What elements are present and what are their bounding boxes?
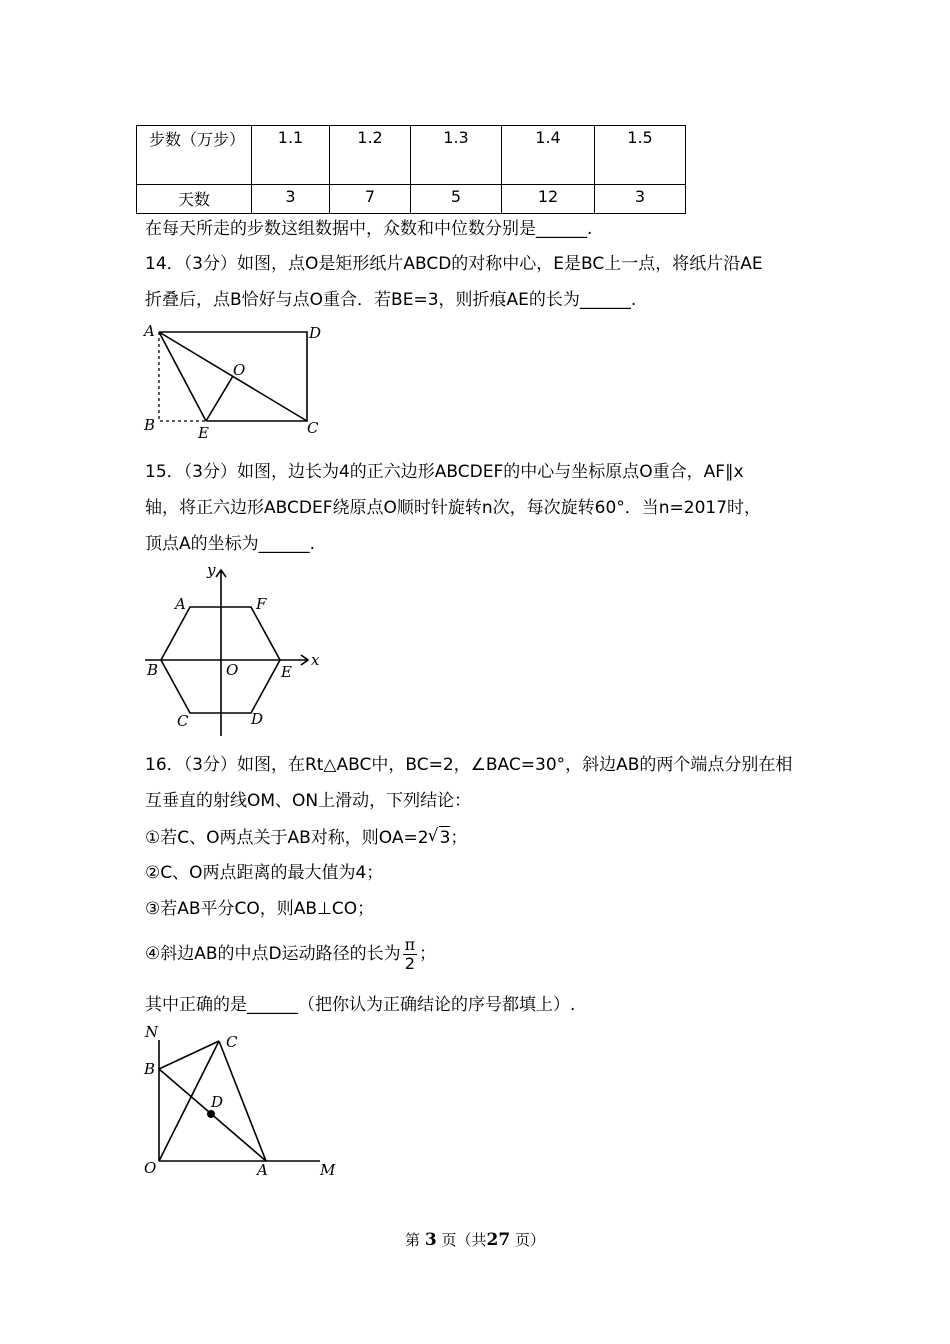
steps-table <box>136 125 686 214</box>
table-cell: 1.3 <box>411 126 502 185</box>
sqrt-symbol: √ 3 <box>439 826 451 849</box>
label-A: A <box>257 1161 268 1179</box>
label-C: C <box>226 1033 238 1051</box>
label-D: D <box>211 1093 224 1111</box>
q16-conclusion-2: ②C、O两点距离的最大值为4； <box>145 863 384 883</box>
table-cell-label: 天数 <box>137 185 252 214</box>
table-cell: 1.1 <box>252 126 330 185</box>
label-B: B <box>147 661 159 679</box>
label-O: O <box>144 1159 157 1177</box>
q16-conclusion-4: ④斜边AB的中点D运动路径的长为 $\frac{\pi}{2}$ ； <box>145 934 437 973</box>
label-A: A <box>175 595 186 613</box>
label-D: D <box>309 324 322 342</box>
q15-hexagon-figure <box>140 560 330 740</box>
q16-text-line2: 互垂直的射线OM、ON上滑动，下列结论： <box>145 791 472 811</box>
label-O: O <box>226 661 239 679</box>
label-B: B <box>144 1060 156 1078</box>
label-N: N <box>145 1023 159 1041</box>
q14-rectangle-figure <box>140 320 330 445</box>
label-y: y <box>207 561 216 579</box>
table-row <box>137 185 686 214</box>
q16-conclusion-3: ③若AB平分CO，则AB⊥CO； <box>145 899 375 919</box>
table-cell: 5 <box>411 185 502 214</box>
label-E: E <box>198 424 209 442</box>
table-cell: 1.2 <box>330 126 411 185</box>
table-cell-label: 步数（万步） <box>137 126 252 185</box>
fraction-pi-over-2: $\frac{\pi}{2}$ <box>404 934 416 973</box>
table-cell: 12 <box>502 185 595 214</box>
q16-triangle-figure <box>140 1022 350 1182</box>
table-cell: 1.5 <box>595 126 686 185</box>
label-M: M <box>320 1161 336 1179</box>
label-A: A <box>144 322 155 340</box>
q16-text-line1: 16．（3分）如图，在Rt△ABC中，BC=2，∠BAC=30°，斜边AB的两个端点分别在相 <box>145 755 793 775</box>
label-F: F <box>256 595 267 613</box>
q14-text-line1: 14．（3分）如图，点O是矩形纸片ABCD的对称中心，E是BC上一点，将纸片沿AE <box>145 254 763 274</box>
page-total: 27 <box>486 1230 511 1250</box>
table-cell: 3 <box>595 185 686 214</box>
label-B: B <box>144 416 156 434</box>
q15-text-line1: 15．（3分）如图，边长为4的正六边形ABCDEF的中心与坐标原点O重合，AF∥x <box>145 462 744 482</box>
q16-conclusion-1: ①若C、O两点关于AB对称，则OA=2√ 3； <box>145 826 467 849</box>
table-cell: 1.4 <box>502 126 595 185</box>
q15-text-line3: 顶点A的坐标为______. <box>145 534 316 554</box>
q16-text-tail: 其中正确的是______（把你认为正确结论的序号都填上）. <box>145 995 576 1015</box>
label-D: D <box>251 710 264 728</box>
label-O: O <box>233 361 246 379</box>
page-number: 3 <box>424 1230 437 1250</box>
label-x: x <box>311 651 320 669</box>
midpoint-D-dot <box>207 1110 215 1118</box>
page-footer: 第 3 页（共27 页） <box>405 1230 545 1250</box>
table-cell: 3 <box>252 185 330 214</box>
q14-text-line2: 折叠后，点B恰好与点O重合．若BE=3，则折痕AE的长为______. <box>145 290 637 310</box>
label-C: C <box>307 419 319 437</box>
table-cell: 7 <box>330 185 411 214</box>
q15-text-line2: 轴，将正六边形ABCDEF绕原点O顺时针旋转n次，每次旋转60°．当n=2017时， <box>145 498 762 518</box>
table-row <box>137 126 686 185</box>
q13-text: 在每天所走的步数这组数据中，众数和中位数分别是______. <box>145 219 593 239</box>
label-C: C <box>177 712 189 730</box>
label-E: E <box>281 663 292 681</box>
